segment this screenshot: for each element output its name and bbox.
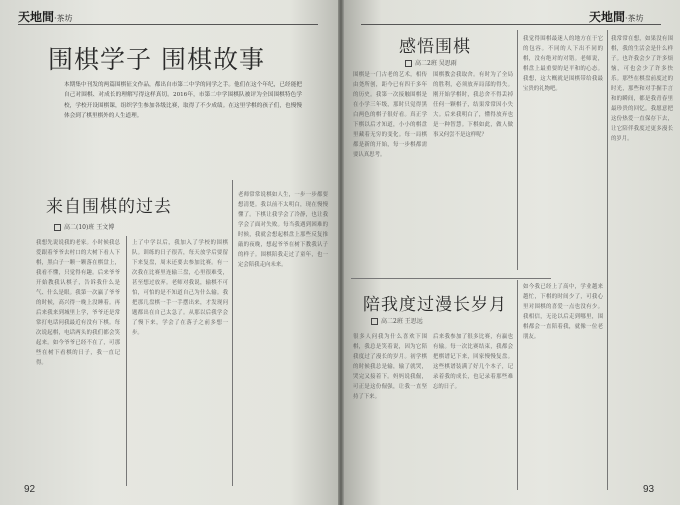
article-title: 感悟围棋 (399, 37, 471, 57)
article-column-3: 我觉得围棋最迷人的地方在于它的包容。不同的人下出不同的棋，没有绝对的对错。老师说，棋盘上最重要的是平和的心态。我想，这大概就是围棋带给我最宝贵的礼物吧。 (523, 36, 603, 92)
column-divider (517, 280, 518, 490)
article-column-1: 很多人问我为什么喜欢下围棋，我总是笑着说，因为它陪我度过了漫长的岁月。初学棋的时候我总是输，输了就哭，哭完又接着下。妈妈说我倔，可正是这份倔强，让我一直坚持了下来。 (353, 334, 427, 400)
article-byline (54, 222, 114, 231)
masthead-section: ·茶坊 (625, 14, 644, 23)
header-rule (18, 24, 318, 25)
byline-marker-icon (405, 60, 412, 67)
column-divider (126, 236, 127, 486)
byline-marker-icon (371, 318, 378, 325)
masthead-title: 天地間 (589, 10, 626, 24)
feature-title: 围棋学子 围棋故事 (48, 45, 265, 74)
side-column: 我常常在想，如果没有围棋，我的生活会是什么样子。也许我会少了许多烦恼，可也会少了许多快乐。那些在棋盘前度过的时光，那些和对手握手言和的瞬间，都是我青春里最珍贵的回忆。我愿意把这份热爱一直保存下去，让它陪伴我度过更多漫长的岁月。 (611, 36, 673, 142)
byline-text: 高二2班 吴思雨 (415, 60, 457, 67)
column-divider (517, 30, 518, 270)
column-divider (607, 30, 608, 490)
book-spine (338, 0, 344, 505)
byline-text: 高二(10)班 王文博 (64, 224, 115, 231)
left-masthead (18, 8, 73, 25)
right-page (341, 0, 680, 505)
article-column-2: 上了中学以后，我加入了学校的围棋队。训练的日子很苦，每天放学后要留下来复盘，周末还要去参加比赛。有一次我在比赛里连输三盘，心里很难受，甚至想过放弃。老师对我说，输棋不可怕，可怕的是不知道自己为什么输。我把那几盘棋一手一手摆出来，才发现问题都出在自己太急了。从那以后我学会了慢下来，学会了在落子之前多想一步。 (132, 240, 228, 336)
right-masthead (589, 8, 644, 25)
article-column-1: 围棋是一门古老的艺术，相传由尧所创，距今已有四千多年的历史。我第一次接触围棋是在小学三年级，那时只觉得黑白两色的棋子很好看。真正学下棋以后才知道，小小的棋盘里藏着无穷的变化。每一局棋都是新的开始，每一步棋都需要认真思考。 (353, 72, 427, 158)
article-title: 陪我度过漫长岁月 (363, 295, 507, 315)
article-byline (371, 316, 423, 325)
article-column-3: 如今我已经上了高中，学业越来越忙，下棋的时间少了，可我心里对围棋的喜爱一点也没有少。我相信，无论以后走到哪里，围棋都会一直陪着我，就像一位老朋友。 (523, 284, 603, 340)
article-column-2: 后来我参加了很多比赛，有赢也有输。每一次比赛结束，我都会把棋谱记下来，回家慢慢复盘。这些棋谱装满了好几个本子，记录着我的成长，也记录着那些难忘的日子。 (433, 334, 513, 390)
article-column-3: 老师常常说棋如人生，一步一步都要想清楚。我以前不太明白，现在慢慢懂了。下棋让我学会了冷静，也让我学会了面对失败。每当我遇到困难的时候，我就会想起棋盘上那些反复推敲的夜晚，想起爷爷在树下教我认子的样子。围棋陪我走过了童年，也一定会陪我走向未来。 (238, 192, 328, 268)
section-divider (351, 278, 551, 279)
page-number: 92 (24, 484, 36, 495)
header-rule (361, 24, 661, 25)
byline-text: 高二2班 王思远 (381, 318, 423, 325)
article-byline (405, 58, 457, 67)
article-title: 来自围棋的过去 (46, 197, 172, 217)
masthead-title: 天地間 (18, 10, 55, 24)
feature-intro: 本期集中刊发的两篇围棋征文作品，都出自市第二中学的同学之手。他们在这个年纪，已经能把自己对围棋、对成长的理解写得这样真切。2016年，市第二中学围棋队被评为全国围棋特色学校，学校开设围棋课，组织学生参加各级比赛，取得了不少成绩。在这里学棋的孩子们，也慢慢体会到了棋里棋外的人生道理。 (64, 82, 302, 120)
article-column-1: 我想先说说我的老家。小时候我总爱跟着爷爷去村口的大树下看人下棋，黑白子一颗一颗落在棋盘上，我看不懂，只觉得有趣。后来爷爷开始教我认棋子，告诉我什么是气、什么是眼。我第一次赢了爷爷的时候，高兴得一晚上没睡着。再后来我来到城里上学，爷爷还是常常打电话问我最近有没有下棋。每次说起棋，电话两头的我们都会笑起来。如今爷爷已经不在了，可那些在树下看棋的日子，我一直记得。 (36, 240, 120, 366)
byline-marker-icon (54, 224, 61, 231)
masthead-section: ·茶坊 (54, 14, 73, 23)
column-divider (232, 180, 233, 486)
page-number: 93 (643, 484, 655, 495)
article-column-2: 围棋教会我取舍。有时为了全局的胜利，必须放弃局部的得失。刚开始学棋时，我总舍不得丢掉任何一颗棋子，结果常常因小失大。后来我明白了，懂得放弃也是一种智慧。下棋如此，做人做事又何尝不是这样呢？ (433, 72, 513, 138)
